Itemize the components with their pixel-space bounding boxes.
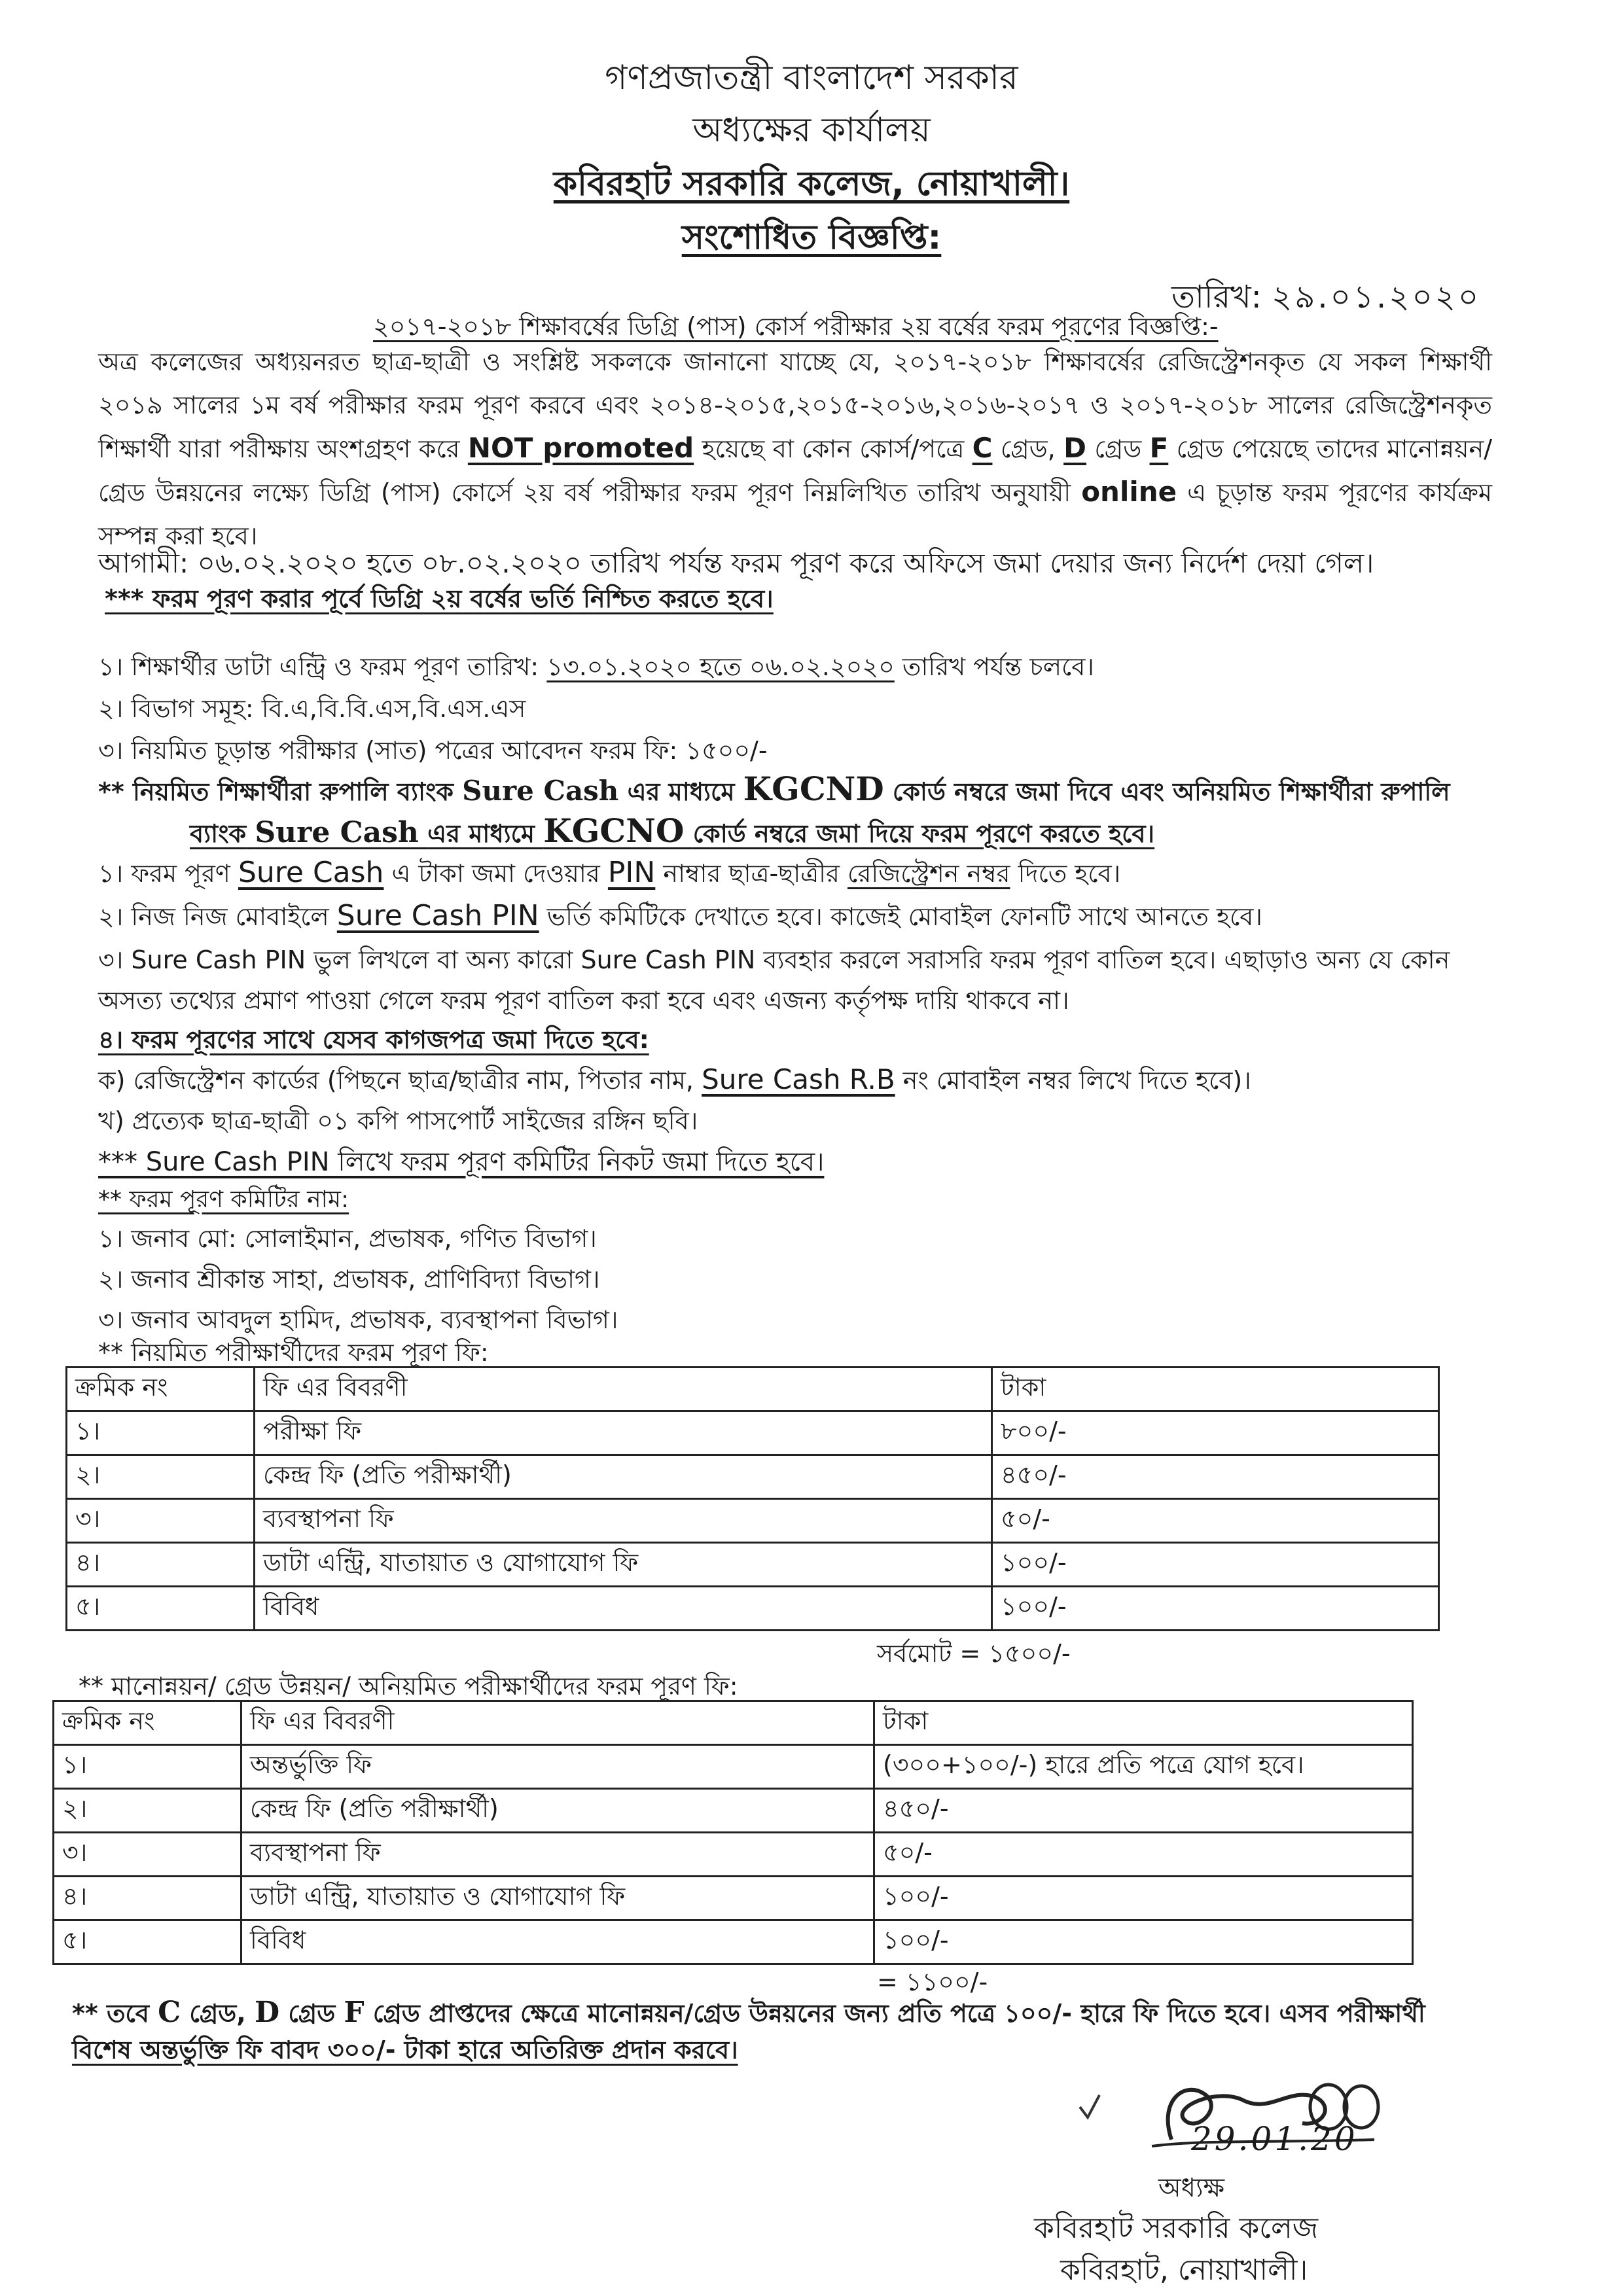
table-row xyxy=(54,1877,1413,1920)
step-2-pre: ২। নিজ নিজ মোবাইলে xyxy=(98,902,329,931)
date-value: ২৯.০১.২০২০ xyxy=(1272,279,1482,315)
table-row xyxy=(54,1789,1413,1833)
table-cell: ২। xyxy=(54,1789,241,1833)
payment-2-pre: ব্যাংক xyxy=(190,819,247,848)
table-cell: ব্যবস্থাপনা ফি xyxy=(255,1499,992,1543)
grade-c: C xyxy=(972,432,993,464)
date-label: তারিখ: xyxy=(1171,279,1262,315)
deadline-line: আগামী: ০৬.০২.২০২০ হতে ০৮.০২.২০২০ তারিখ পর্যন্ত ফরম পূরণ করে অফিসে জমা দেয়ার জন্য নির্দেশ দেয়া গেল। xyxy=(98,547,1374,579)
item-1-suffix: তারিখ পর্যন্ত চলবে। xyxy=(902,652,1095,681)
table-cell: অন্তর্ভুক্তি ফি xyxy=(241,1745,874,1789)
step-4: ৪। ফরম পূরণের সাথে যেসব কাগজপত্র জমা দিতে হবে: xyxy=(98,1025,649,1054)
table-cell: ডাটা এন্ট্রি, যাতায়াত ও যোগাযোগ ফি xyxy=(255,1543,992,1587)
table-row xyxy=(54,1833,1413,1877)
table-row xyxy=(67,1455,1439,1499)
payment-1-surecash: Sure Cash xyxy=(462,775,619,807)
table-cell: ডাটা এন্ট্রি, যাতায়াত ও যোগাযোগ ফি xyxy=(241,1877,874,1920)
payment-1-mid: এর মাধ্যমে xyxy=(627,777,735,806)
table-cell: ১। xyxy=(54,1745,241,1789)
table-cell: ১০০/- xyxy=(992,1543,1439,1587)
admission-note: *** ফরম পূরণ করার পূর্বে ডিগ্রি ২য় বর্ষের ভর্তি নিশ্চিত করতে হবে। xyxy=(105,584,774,613)
office-title: অধ্যক্ষের কার্যালয় xyxy=(692,111,931,150)
header-cell: টাকা xyxy=(992,1368,1439,1411)
committee-member: ২। জনাব শ্রীকান্ত সাহা, প্রভাষক, প্রাণিবিদ্যা বিভাগ। xyxy=(98,1265,600,1294)
subject-line: ২০১৭-২০১৮ শিক্ষাবর্ষের ডিগ্রি (পাস) কোর্স পরীক্ষার ২য় বর্ষের ফরম পূরণের বিজ্ঞপ্তি:- xyxy=(373,312,1219,341)
payment-2-surecash: Sure Cash xyxy=(255,816,419,849)
header-cell: ক্রমিক নং xyxy=(54,1701,241,1745)
table-cell: ১০০/- xyxy=(874,1920,1413,1964)
regular-fees-title: ** নিয়মিত পরীক্ষার্থীদের ফরম পূরণ ফি: xyxy=(98,1338,489,1367)
online-text: online xyxy=(1081,476,1177,508)
footnote-grade-f: F xyxy=(344,1996,365,2029)
footnote-grade-c: C xyxy=(158,1996,181,2029)
intro-text-4: গ্রেড xyxy=(1094,434,1142,463)
regular-fees-total: সর্বমোট = ১৫০০/- xyxy=(877,1639,1071,1668)
footnote-line-2: বিশেষ অন্তর্ভুক্তি ফি বাবদ ৩০০/- টাকা হারে অতিরিক্ত প্রদান করবে। xyxy=(72,2036,738,2064)
table-header-row xyxy=(54,1701,1413,1745)
table-cell: পরীক্ষা ফি xyxy=(255,1411,992,1455)
step-4a-post: নং মোবাইল নম্বর লিখে দিতে হবে)। xyxy=(902,1066,1251,1095)
payment-2-mid: এর মাধ্যমে xyxy=(427,819,535,848)
step-1-pre: ১। ফরম পূরণ xyxy=(98,859,230,888)
table-cell: ৪। xyxy=(54,1877,241,1920)
step-2 xyxy=(98,898,1262,940)
signatory-designation: অধ্যক্ষ xyxy=(1158,2173,1225,2203)
table-cell: ১০০/- xyxy=(874,1877,1413,1920)
table-header-row xyxy=(67,1368,1439,1411)
signatory-college: কবিরহাট সরকারি কলেজ xyxy=(1034,2212,1319,2245)
table-cell: ৫০/- xyxy=(992,1499,1439,1543)
committee-title: ** ফরম পূরণ কমিটির নাম: xyxy=(98,1186,349,1213)
signature-date: 29.01.20 xyxy=(1191,2120,1358,2158)
table-cell: ব্যবস্থাপনা ফি xyxy=(241,1833,874,1877)
grade-d: D xyxy=(1063,432,1086,464)
table-row xyxy=(54,1920,1413,1964)
table-row xyxy=(67,1411,1439,1455)
table-cell: ৫। xyxy=(54,1920,241,1964)
step-1-mid: এ টাকা জমা দেওয়ার xyxy=(391,859,600,888)
intro-text-5: গ্রেড পেয়েছে তাদের মানোন্নয়ন/গ্রেড উন্নয়নের লক্ষ্যে ডিগ্রি (পাস) কোর্সে ২য় বর্ষ পরীক্ষার ফরম পূরণ নিম্নলিখিত তারিখ অনুযায়ী xyxy=(98,434,1492,507)
payment-2-code: KGCNO xyxy=(543,811,685,850)
step-3-line-1: ৩। Sure Cash PIN ভুল লিখলে বা অন্য কারো Sure Cash PIN ব্যবহার করলে সরাসরি ফরম পূরণ বাতিল হবে। এছাড়াও অন্য যে কোন xyxy=(98,945,1450,974)
table-cell: ৩। xyxy=(54,1833,241,1877)
intro-text-3: গ্রেড, xyxy=(1000,434,1056,463)
step-1-pin: PIN xyxy=(607,856,656,889)
item-1-date-range: ১৩.০১.২০২০ হতে ০৬.০২.২০২০ xyxy=(546,652,895,681)
step-1-surecash: Sure Cash xyxy=(238,856,384,889)
item-1-label: ১। শিক্ষার্থীর ডাটা এন্ট্রি ও ফরম পূরণ তারিখ: xyxy=(98,652,539,681)
table-row xyxy=(67,1499,1439,1543)
signatory-location: কবিরহাট, নোয়াখালী। xyxy=(1060,2253,1308,2287)
improvement-fees-total: = ১১০০/- xyxy=(877,1968,988,1996)
footnote-mid2: গ্রেড xyxy=(288,1999,336,2028)
committee-member: ৩। জনাব আবদুল হামিদ, প্রভাষক, ব্যবস্থাপনা বিভাগ। xyxy=(98,1305,618,1334)
table-cell: বিবিধ xyxy=(241,1920,874,1964)
table-cell: ৪। xyxy=(67,1543,255,1587)
table-cell: ১। xyxy=(67,1411,255,1455)
intro-text-2: হয়েছে বা কোন কোর্স/পত্রে xyxy=(702,434,965,463)
payment-1-pre: ** নিয়মিত শিক্ষার্থীরা রুপালি ব্যাংক xyxy=(98,777,454,806)
regular-fees-table xyxy=(65,1366,1440,1631)
footnote-pre: ** তবে xyxy=(72,1999,149,2028)
step-1-mid2: নাম্বার ছাত্র-ছাত্রীর xyxy=(663,859,840,888)
table-cell: ৫০/- xyxy=(874,1833,1413,1877)
footnote-mid1: গ্রেড, xyxy=(189,1999,246,2028)
notice-title: সংশোধিত বিজ্ঞপ্তি: xyxy=(681,218,942,257)
payment-2-post: কোর্ড নম্বরে জমা দিয়ে ফরম পূরণে করতে হবে। xyxy=(692,819,1155,848)
not-promoted-text: NOT promoted xyxy=(467,432,694,464)
improvement-fees-table xyxy=(52,1700,1414,1965)
table-cell: ৪৫০/- xyxy=(992,1455,1439,1499)
payment-1-post: কোর্ড নম্বরে জমা দিবে এবং অনিয়মিত শিক্ষার্থীরা রুপালি xyxy=(892,777,1450,806)
table-cell: কেন্দ্র ফি (প্রতি পরীক্ষার্থী) xyxy=(241,1789,874,1833)
improvement-fees-title: ** মানোন্নয়ন/ গ্রেড উন্নয়ন/ অনিয়মিত পরীক্ষার্থীদের ফরম পূরণ ফি: xyxy=(79,1672,738,1701)
step-4a xyxy=(98,1061,1251,1103)
table-cell: ২। xyxy=(67,1455,255,1499)
item-3: ৩। নিয়মিত চূড়ান্ত পরীক্ষার (সাত) পত্রের আবেদন ফরম ফি: ১৫০০/- xyxy=(98,736,768,765)
step-4a-pre: ক) রেজিস্ট্রেশন কার্ডের (পিছনে ছাত্র/ছাত্রীর নাম, পিতার নাম, xyxy=(98,1066,694,1095)
table-row xyxy=(67,1543,1439,1587)
header-cell: টাকা xyxy=(874,1701,1413,1745)
footnote-post: গ্রেড প্রাপ্তদের ক্ষেত্রে মানোন্নয়ন/গ্রেড উন্নয়নের জন্য প্রতি পত্রে ১০০/- হারে ফি দিতে হবে। এসব পরীক্ষার্থী xyxy=(372,1999,1425,2028)
step-4b: খ) প্রত্যেক ছাত্র-ছাত্রী ০১ কপি পাসপোর্ট সাইজের রঙ্গিন ছবি। xyxy=(98,1106,698,1135)
step-1 xyxy=(98,855,1120,896)
table-cell: কেন্দ্র ফি (প্রতি পরীক্ষার্থী) xyxy=(255,1455,992,1499)
header-cell: ফি এর বিবরণী xyxy=(241,1701,874,1745)
college-title: কবিরহাট সরকারি কলেজ, নোয়াখালী। xyxy=(553,164,1070,203)
table-cell: ৩। xyxy=(67,1499,255,1543)
table-row xyxy=(54,1745,1413,1789)
table-cell: (৩০০+১০০/-) হারে প্রতি পত্রে যোগ হবে। xyxy=(874,1745,1413,1789)
step-2-pin: Sure Cash PIN xyxy=(336,899,539,932)
item-1 xyxy=(98,648,1094,690)
table-cell: ৮০০/- xyxy=(992,1411,1439,1455)
step-1-registration: রেজিস্ট্রেশন নম্বর xyxy=(847,859,1010,888)
table-cell: বিবিধ xyxy=(255,1587,992,1631)
step-1-post: দিতে হবে। xyxy=(1018,859,1121,888)
intro-paragraph xyxy=(98,340,1492,557)
table-row xyxy=(67,1587,1439,1631)
item-2: ২। বিভাগ সমূহ: বি.এ,বি.বি.এস,বি.এস.এস xyxy=(98,694,526,723)
grade-f: F xyxy=(1149,432,1169,464)
table-cell: ৪৫০/- xyxy=(874,1789,1413,1833)
footnote-grade-d: D xyxy=(254,1996,280,2029)
intro-text-1: অত্র কলেজের অধ্যয়নরত ছাত্র-ছাত্রী ও সংশ্লিষ্ট সকলকে জানানো যাচ্ছে যে, ২০১৭-২০১৮ শিক্ষাবর্ষের রেজিস্ট্রেশনকৃত যে সকল শিক্ষার্থী ২০১৯ সালের ১ম বর্ষ পরীক্ষার ফরম পূরণ করবে এবং ২০১৪-২০১৫,২০১৫-২০১৬,২০১৬-২০১৭ ও ২০১৭-২০১৮ সালের রেজিস্ট্রেশনকৃত শিক্ষার্থী যারা পরীক্ষায় অংশগ্রহণ করে xyxy=(98,347,1492,463)
payment-line-1 xyxy=(98,769,1450,815)
payment-line-2 xyxy=(190,811,1154,857)
payment-1-code: KGCND xyxy=(743,769,884,808)
step-5: *** Sure Cash PIN লিখে ফরম পূরণ কমিটির নিকট জমা দিতে হবে। xyxy=(98,1147,825,1177)
intro-text-6: এ চূড়ান্ত ফরম পূরণের কার্যক্রম সম্পন্ন করা হবে। xyxy=(98,478,1492,550)
table-cell: ১০০/- xyxy=(992,1587,1439,1631)
header-cell: ফি এর বিবরণী xyxy=(255,1368,992,1411)
govt-title: গণপ্রজাতন্ত্রী বাংলাদেশ সরকার xyxy=(605,58,1018,97)
step-3-line-2: অসত্য তথ্যের প্রমাণ পাওয়া গেলে ফরম পূরণ বাতিল করা হবে এবং এজন্য কর্তৃপক্ষ দায়ি থাকবে না। xyxy=(98,986,1069,1015)
footnote-line-1 xyxy=(72,1994,1425,2036)
step-4a-surecash: Sure Cash R.B xyxy=(702,1063,895,1095)
committee-member: ১। জনাব মো: সোলাইমান, প্রভাষক, গণিত বিভাগ। xyxy=(98,1224,597,1253)
step-2-post: ভর্তি কমিটিকে দেখাতে হবে। কাজেই মোবাইল ফোনটি সাথে আনতে হবে। xyxy=(546,902,1262,931)
header-cell: ক্রমিক নং xyxy=(67,1368,255,1411)
table-cell: ৫। xyxy=(67,1587,255,1631)
